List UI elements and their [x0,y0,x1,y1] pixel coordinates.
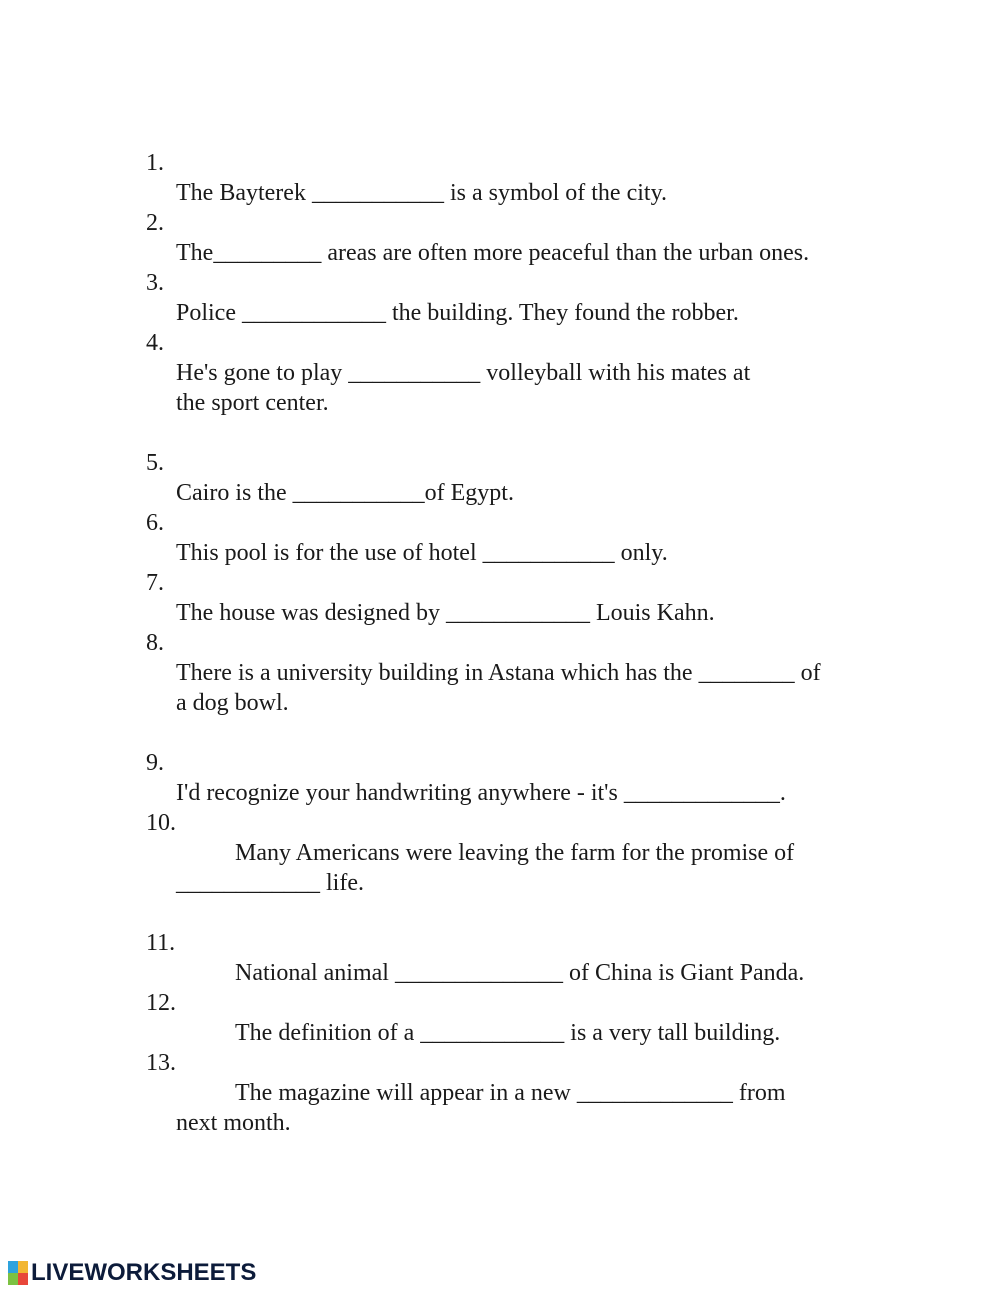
question-number: 9. [146,750,164,776]
liveworksheets-logo-icon [8,1261,28,1285]
question-13-continuation [0,1078,291,1138]
question-text: This pool is for the use of hotel ___________ only. [176,540,668,566]
question-text: There is a university building in Astana which has the ________ of [176,660,821,686]
question-text: Many Americans were leaving the farm for the promise of [235,840,795,866]
question-text-continuation: the sport center. [176,390,329,416]
question-number: 1. [146,150,164,176]
question-number: 13. [146,1050,176,1076]
question-number: 7. [146,570,164,596]
liveworksheets-logo[interactable] [8,1260,256,1286]
question-number: 4. [146,330,164,356]
question-text: The definition of a ____________ is a very tall building. [235,1020,781,1046]
question-8-continuation [0,658,289,718]
question-text-continuation: a dog bowl. [176,690,289,716]
question-number: 12. [146,990,176,1016]
question-number: 6. [146,510,164,536]
question-number: 11. [146,930,176,956]
question-number: 8. [146,630,164,656]
question-number: 10. [146,810,176,836]
question-number: 5. [146,450,164,476]
question-text: I'd recognize your handwriting anywhere - it's _____________. [176,780,786,806]
question-number: 2. [146,210,164,236]
question-text: National animal ______________ of China is Giant Panda. [235,960,805,986]
question-text: The Bayterek ___________ is a symbol of the city. [176,180,668,206]
question-text-continuation: ____________ life. [176,870,364,896]
question-4-continuation [0,358,329,418]
question-10-continuation [0,838,364,898]
question-text: The house was designed by ____________ Louis Kahn. [176,600,715,626]
question-text-continuation: next month. [176,1110,291,1136]
question-text: Police ____________ the building. They found the robber. [176,300,739,326]
liveworksheets-logo-text: LIVEWORKSHEETS [31,1259,257,1286]
question-text: Cairo is the ___________of Egypt. [176,480,514,506]
question-text: He's gone to play ___________ volleyball with his mates at [176,360,751,386]
question-number: 3. [146,270,164,296]
question-text: The_________ areas are often more peaceful than the urban ones. [176,240,810,266]
question-text: The magazine will appear in a new _____________ from [235,1080,786,1106]
